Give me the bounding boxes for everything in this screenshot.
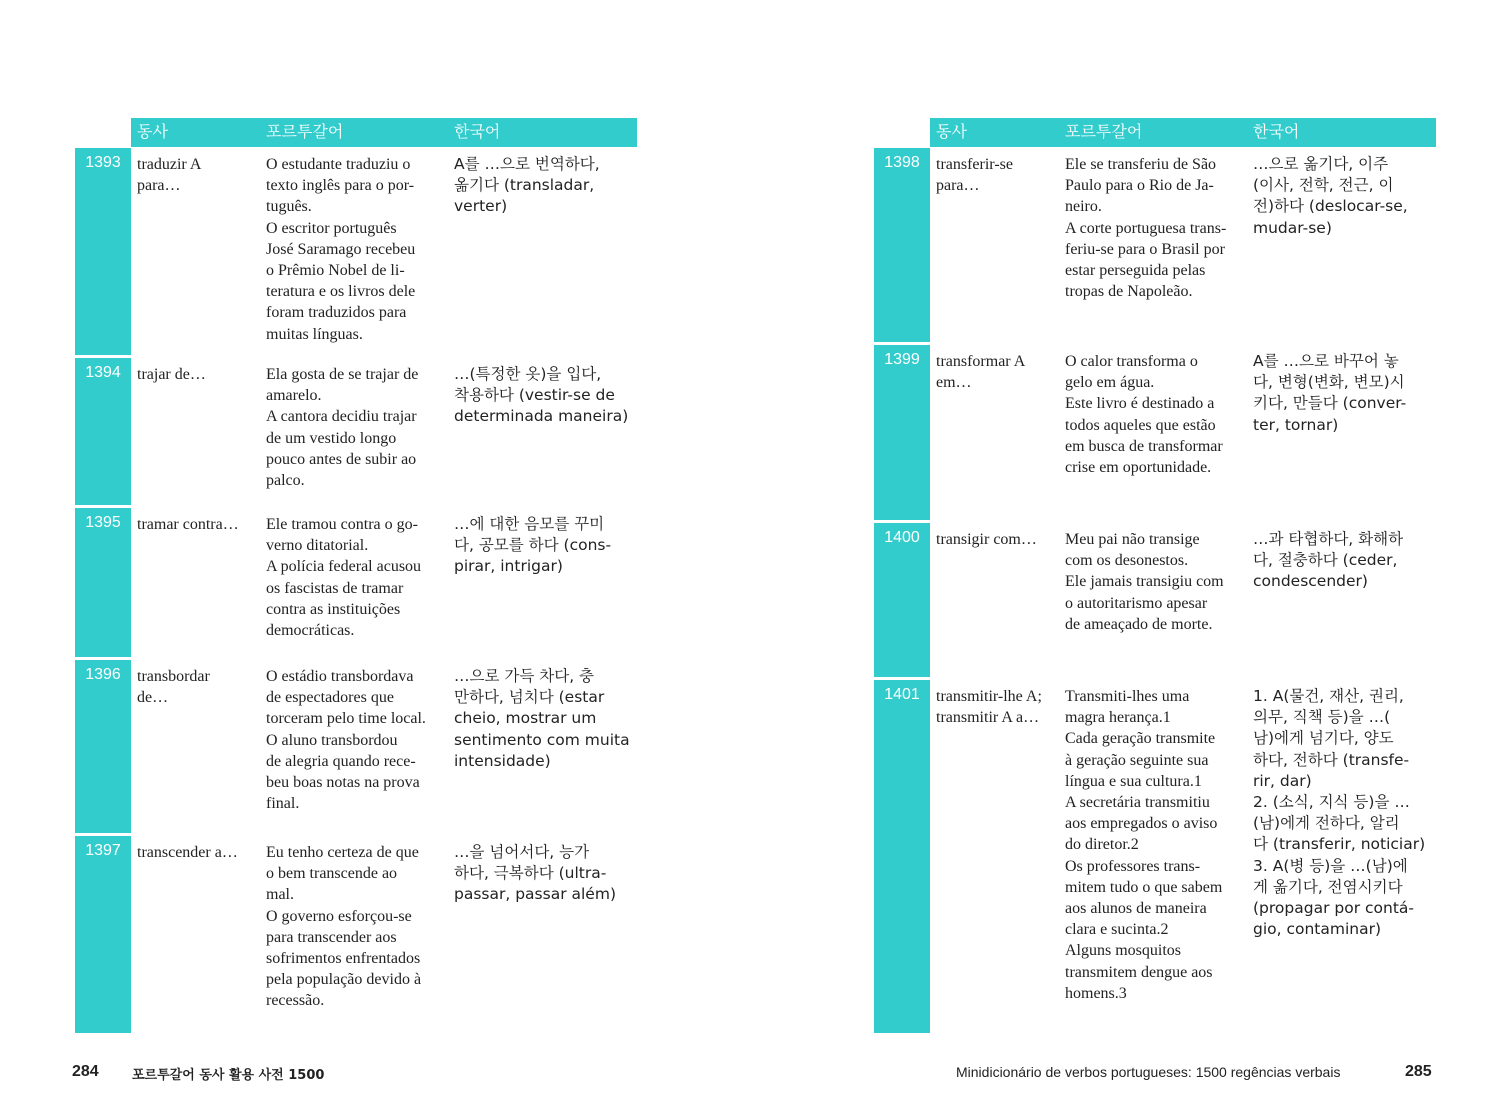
korean-meaning — [1253, 529, 1403, 593]
example-line: em busca de transformar — [1065, 437, 1223, 455]
example-line: transmitem dengue aos — [1065, 963, 1213, 981]
entry-number-bar — [75, 358, 131, 505]
header-korean: 한국어 — [1253, 124, 1300, 141]
verb-line: trajar de… — [137, 366, 206, 383]
example-line: gelo em água. — [1065, 374, 1155, 392]
korean-meaning — [454, 154, 600, 218]
header-portuguese: 포르투갈어 — [1065, 124, 1143, 141]
example-line: língua e sua cultura.1 — [1065, 772, 1202, 790]
dictionary-entry — [874, 523, 1436, 677]
example-line: tropas de Napoleão. — [1065, 283, 1193, 301]
korean-line: …과 타협하다, 화해하 — [1253, 530, 1404, 548]
korean-meaning — [454, 842, 616, 906]
korean-line: rir, dar) — [1253, 771, 1312, 790]
portuguese-examples — [266, 666, 426, 814]
korean-line: 만하다, 넘치다 (estar — [454, 688, 605, 707]
example-line: O escritor português — [266, 219, 397, 237]
korean-line: ter, tornar) — [1253, 415, 1339, 434]
example-line: A secretária transmitiu — [1065, 794, 1210, 812]
example-line: aos alunos de maneira — [1065, 900, 1207, 918]
example-line: verno ditatorial. — [266, 537, 369, 555]
korean-line: 키다, 만들다 (conver- — [1253, 394, 1407, 413]
korean-line: 다, 절충하다 (ceder, — [1253, 551, 1398, 570]
dictionary-entry — [75, 148, 637, 355]
example-line: o Prêmio Nobel de li- — [266, 262, 405, 280]
table-header — [131, 118, 637, 147]
example-line: magra herança.1 — [1065, 709, 1171, 727]
verb-line: transformar A — [936, 353, 1026, 370]
example-line: palco. — [266, 472, 305, 490]
korean-line: determinada maneira) — [454, 407, 629, 426]
example-line: Cada geração transmite — [1065, 730, 1216, 748]
korean-line: …으로 옮기다, 이주 — [1253, 155, 1389, 173]
dictionary-entry — [874, 680, 1436, 1033]
example-line: texto inglês para o por- — [266, 177, 415, 195]
example-line: Ele se transferiu de São — [1065, 156, 1217, 173]
example-line: Alguns mosquitos — [1065, 942, 1182, 960]
example-line: sofrimentos enfrentados — [266, 950, 421, 968]
verb-pattern — [137, 364, 206, 385]
entry-number: 1398 — [884, 154, 920, 171]
verb-line: para… — [137, 177, 181, 195]
portuguese-examples — [1065, 351, 1223, 478]
verb-pattern — [936, 154, 1013, 196]
example-line: feriu-se para o Brasil por — [1065, 240, 1225, 258]
korean-line: 3. A(병 등)을 …(남)에 — [1253, 856, 1408, 875]
entry-number-bar — [75, 836, 131, 1033]
dictionary-entry — [75, 836, 637, 1033]
footer-title: 포르투갈어 동사 활용 사전 1500 — [132, 1068, 325, 1083]
example-line: Transmiti-lhes uma — [1065, 688, 1190, 705]
korean-line: …에 대한 음모를 꾸미 — [454, 515, 605, 533]
header-verb: 동사 — [137, 124, 168, 141]
example-line: A polícia federal acusou — [266, 558, 422, 576]
example-line: Os professores trans- — [1065, 857, 1201, 875]
entry-number: 1394 — [85, 364, 121, 381]
dictionary-entry — [75, 508, 637, 657]
korean-line: 다 (transferir, noticiar) — [1253, 835, 1426, 854]
verb-line: transigir com… — [936, 531, 1037, 548]
korean-line: 2. (소식, 지식 등)을 … — [1253, 793, 1410, 812]
example-line: mitem tudo o que sabem — [1065, 878, 1223, 896]
verb-line: em… — [936, 374, 972, 392]
entry-number: 1400 — [884, 529, 920, 546]
korean-line: sentimento com muita — [454, 730, 630, 749]
example-line: Paulo para o Rio de Ja- — [1065, 177, 1214, 195]
entry-number-bar — [874, 148, 930, 342]
korean-line: 하다, 전하다 (transfe- — [1253, 750, 1410, 769]
example-line: neiro. — [1065, 198, 1102, 216]
example-line: A cantora decidiu trajar — [266, 408, 417, 426]
verb-pattern — [936, 529, 1037, 550]
korean-meaning — [454, 514, 611, 578]
example-line: Ele tramou contra o go- — [266, 516, 418, 533]
portuguese-examples — [266, 154, 415, 345]
example-line: tuguês. — [266, 198, 312, 216]
korean-line: pirar, intrigar) — [454, 557, 563, 576]
entry-number-bar — [874, 345, 930, 520]
korean-line: A를 …으로 번역하다, — [454, 155, 600, 173]
korean-meaning — [454, 666, 630, 772]
example-line: Meu pai não transige — [1065, 531, 1200, 548]
example-line: estar perseguida pelas — [1065, 262, 1206, 280]
example-line: José Saramago recebeu — [266, 240, 416, 258]
example-line: de um vestido longo — [266, 429, 397, 447]
example-line: à geração seguinte sua — [1065, 751, 1209, 769]
example-line: crise em oportunidade. — [1065, 459, 1212, 477]
example-line: Eu tenho certeza de que — [266, 844, 419, 861]
example-line: do diretor.2 — [1065, 836, 1139, 854]
verb-line: transmitir A a… — [936, 709, 1040, 727]
verb-line: de… — [137, 689, 169, 707]
korean-line: mudar-se) — [1253, 218, 1332, 237]
korean-line: gio, contaminar) — [1253, 920, 1382, 939]
example-line: teratura e os livros dele — [266, 283, 416, 301]
verb-pattern — [137, 842, 238, 863]
example-line: beu boas notas na prova — [266, 774, 420, 792]
example-line: clara e sucinta.2 — [1065, 921, 1169, 939]
portuguese-examples — [266, 842, 421, 1012]
example-line: pela população devido à — [266, 971, 422, 989]
korean-line: …을 넘어서다, 능가 — [454, 843, 590, 861]
korean-line: cheio, mostrar um — [454, 709, 597, 728]
example-line: de espectadores que — [266, 689, 394, 707]
header-portuguese: 포르투갈어 — [266, 124, 344, 141]
korean-line: 하다, 극복하다 (ultra- — [454, 864, 607, 883]
example-line: O calor transforma o — [1065, 353, 1198, 370]
korean-line: (이사, 전학, 전근, 이 — [1253, 176, 1394, 195]
example-line: todos aqueles que estão — [1065, 416, 1216, 434]
table-header — [930, 118, 1436, 147]
example-line: O estudante traduziu o — [266, 156, 411, 173]
korean-line: 전)하다 (deslocar-se, — [1253, 197, 1408, 216]
entry-number: 1395 — [85, 514, 121, 531]
verb-pattern — [137, 666, 210, 708]
entry-number: 1393 — [85, 154, 121, 171]
example-line: pouco antes de subir ao — [266, 450, 417, 468]
verb-pattern — [137, 514, 239, 535]
korean-line: 착용하다 (vestir-se de — [454, 386, 615, 405]
portuguese-examples — [266, 514, 421, 641]
example-line: aos empregados o aviso — [1065, 815, 1218, 833]
korean-line: 다, 공모를 하다 (cons- — [454, 536, 612, 555]
verb-pattern — [936, 351, 1025, 393]
footer-title: Minidicionário de verbos portugueses: 1500 regências verbais — [956, 1064, 1341, 1080]
korean-line: 옮기다 (transladar, — [454, 176, 595, 195]
verb-line: transbordar — [137, 668, 210, 685]
header-verb: 동사 — [936, 124, 967, 141]
entry-number: 1396 — [85, 666, 121, 683]
example-line: final. — [266, 795, 300, 813]
portuguese-examples — [266, 364, 418, 491]
korean-meaning — [454, 364, 628, 428]
example-line: com os desonestos. — [1065, 552, 1189, 570]
example-line: contra as instituições — [266, 600, 401, 618]
entry-number-bar — [874, 680, 930, 1033]
korean-line: condescender) — [1253, 572, 1368, 591]
dictionary-entry — [874, 345, 1436, 520]
korean-meaning — [1253, 686, 1425, 940]
example-line: o autoritarismo apesar — [1065, 594, 1208, 612]
example-line: para transcender aos — [266, 928, 397, 946]
entry-number: 1401 — [884, 686, 920, 703]
example-line: os fascistas de tramar — [266, 579, 404, 597]
verb-line: para… — [936, 177, 980, 195]
verb-pattern — [936, 686, 1042, 728]
korean-line: passar, passar além) — [454, 885, 616, 904]
entry-number: 1399 — [884, 351, 920, 368]
example-line: mal. — [266, 886, 294, 904]
right-page — [756, 0, 1512, 1111]
korean-meaning — [1253, 351, 1406, 436]
korean-line: 게 옮기다, 전염시키다 — [1253, 877, 1403, 896]
korean-line: verter) — [454, 197, 508, 216]
example-line: Este livro é destinado a — [1065, 395, 1215, 413]
verb-line: transferir-se — [936, 156, 1013, 173]
dictionary-entry — [75, 660, 637, 833]
entry-number-bar — [75, 508, 131, 657]
korean-line: …으로 가득 차다, 충 — [454, 667, 595, 685]
entry-number-bar — [75, 660, 131, 833]
example-line: O governo esforçou-se — [266, 907, 412, 925]
example-line: recessão. — [266, 992, 325, 1010]
example-line: democráticas. — [266, 622, 355, 640]
verb-line: tramar contra… — [137, 516, 239, 533]
dictionary-entry — [75, 358, 637, 505]
verb-pattern — [137, 154, 201, 196]
example-line: homens.3 — [1065, 984, 1127, 1002]
portuguese-examples — [1065, 154, 1226, 302]
dictionary-entry — [874, 148, 1436, 342]
korean-line: intensidade) — [454, 751, 551, 770]
korean-line: 다, 변형(변화, 변모)시 — [1253, 373, 1405, 392]
portuguese-examples — [1065, 529, 1224, 635]
korean-line: 의무, 직책 등)을 …( — [1253, 708, 1391, 727]
example-line: Ela gosta de se trajar de — [266, 366, 419, 383]
verb-line: transcender a… — [137, 844, 238, 861]
verb-line: transmitir-lhe A; — [936, 688, 1042, 705]
entry-number: 1397 — [85, 842, 121, 859]
example-line: O estádio transbordava — [266, 668, 414, 685]
example-line: de ameaçado de morte. — [1065, 615, 1213, 633]
entry-number-bar — [874, 523, 930, 677]
korean-line: …(특정한 옷)을 입다, — [454, 365, 602, 383]
example-line: torceram pelo time local. — [266, 710, 426, 728]
example-line: Ele jamais transigiu com — [1065, 573, 1224, 591]
example-line: amarelo. — [266, 387, 322, 405]
korean-line: A를 …으로 바꾸어 놓 — [1253, 352, 1399, 370]
page-number: 285 — [1405, 1063, 1432, 1080]
entry-number-bar — [75, 148, 131, 355]
page-number: 284 — [72, 1063, 99, 1080]
example-line: muitas línguas. — [266, 325, 363, 343]
verb-line: traduzir A — [137, 156, 202, 173]
example-line: foram traduzidos para — [266, 304, 407, 322]
portuguese-examples — [1065, 686, 1222, 1004]
header-korean: 한국어 — [454, 124, 501, 141]
korean-line: (남)에게 전하다, 알리 — [1253, 814, 1400, 833]
example-line: A corte portuguesa trans- — [1065, 219, 1227, 237]
example-line: de alegria quando rece- — [266, 752, 416, 770]
example-line: O aluno transbordou — [266, 731, 398, 749]
korean-line: (propagar por contá- — [1253, 899, 1414, 918]
example-line: o bem transcende ao — [266, 865, 398, 883]
korean-meaning — [1253, 154, 1408, 239]
korean-line: 남)에게 넘기다, 양도 — [1253, 729, 1394, 748]
korean-line: 1. A(물건, 재산, 권리, — [1253, 687, 1404, 705]
